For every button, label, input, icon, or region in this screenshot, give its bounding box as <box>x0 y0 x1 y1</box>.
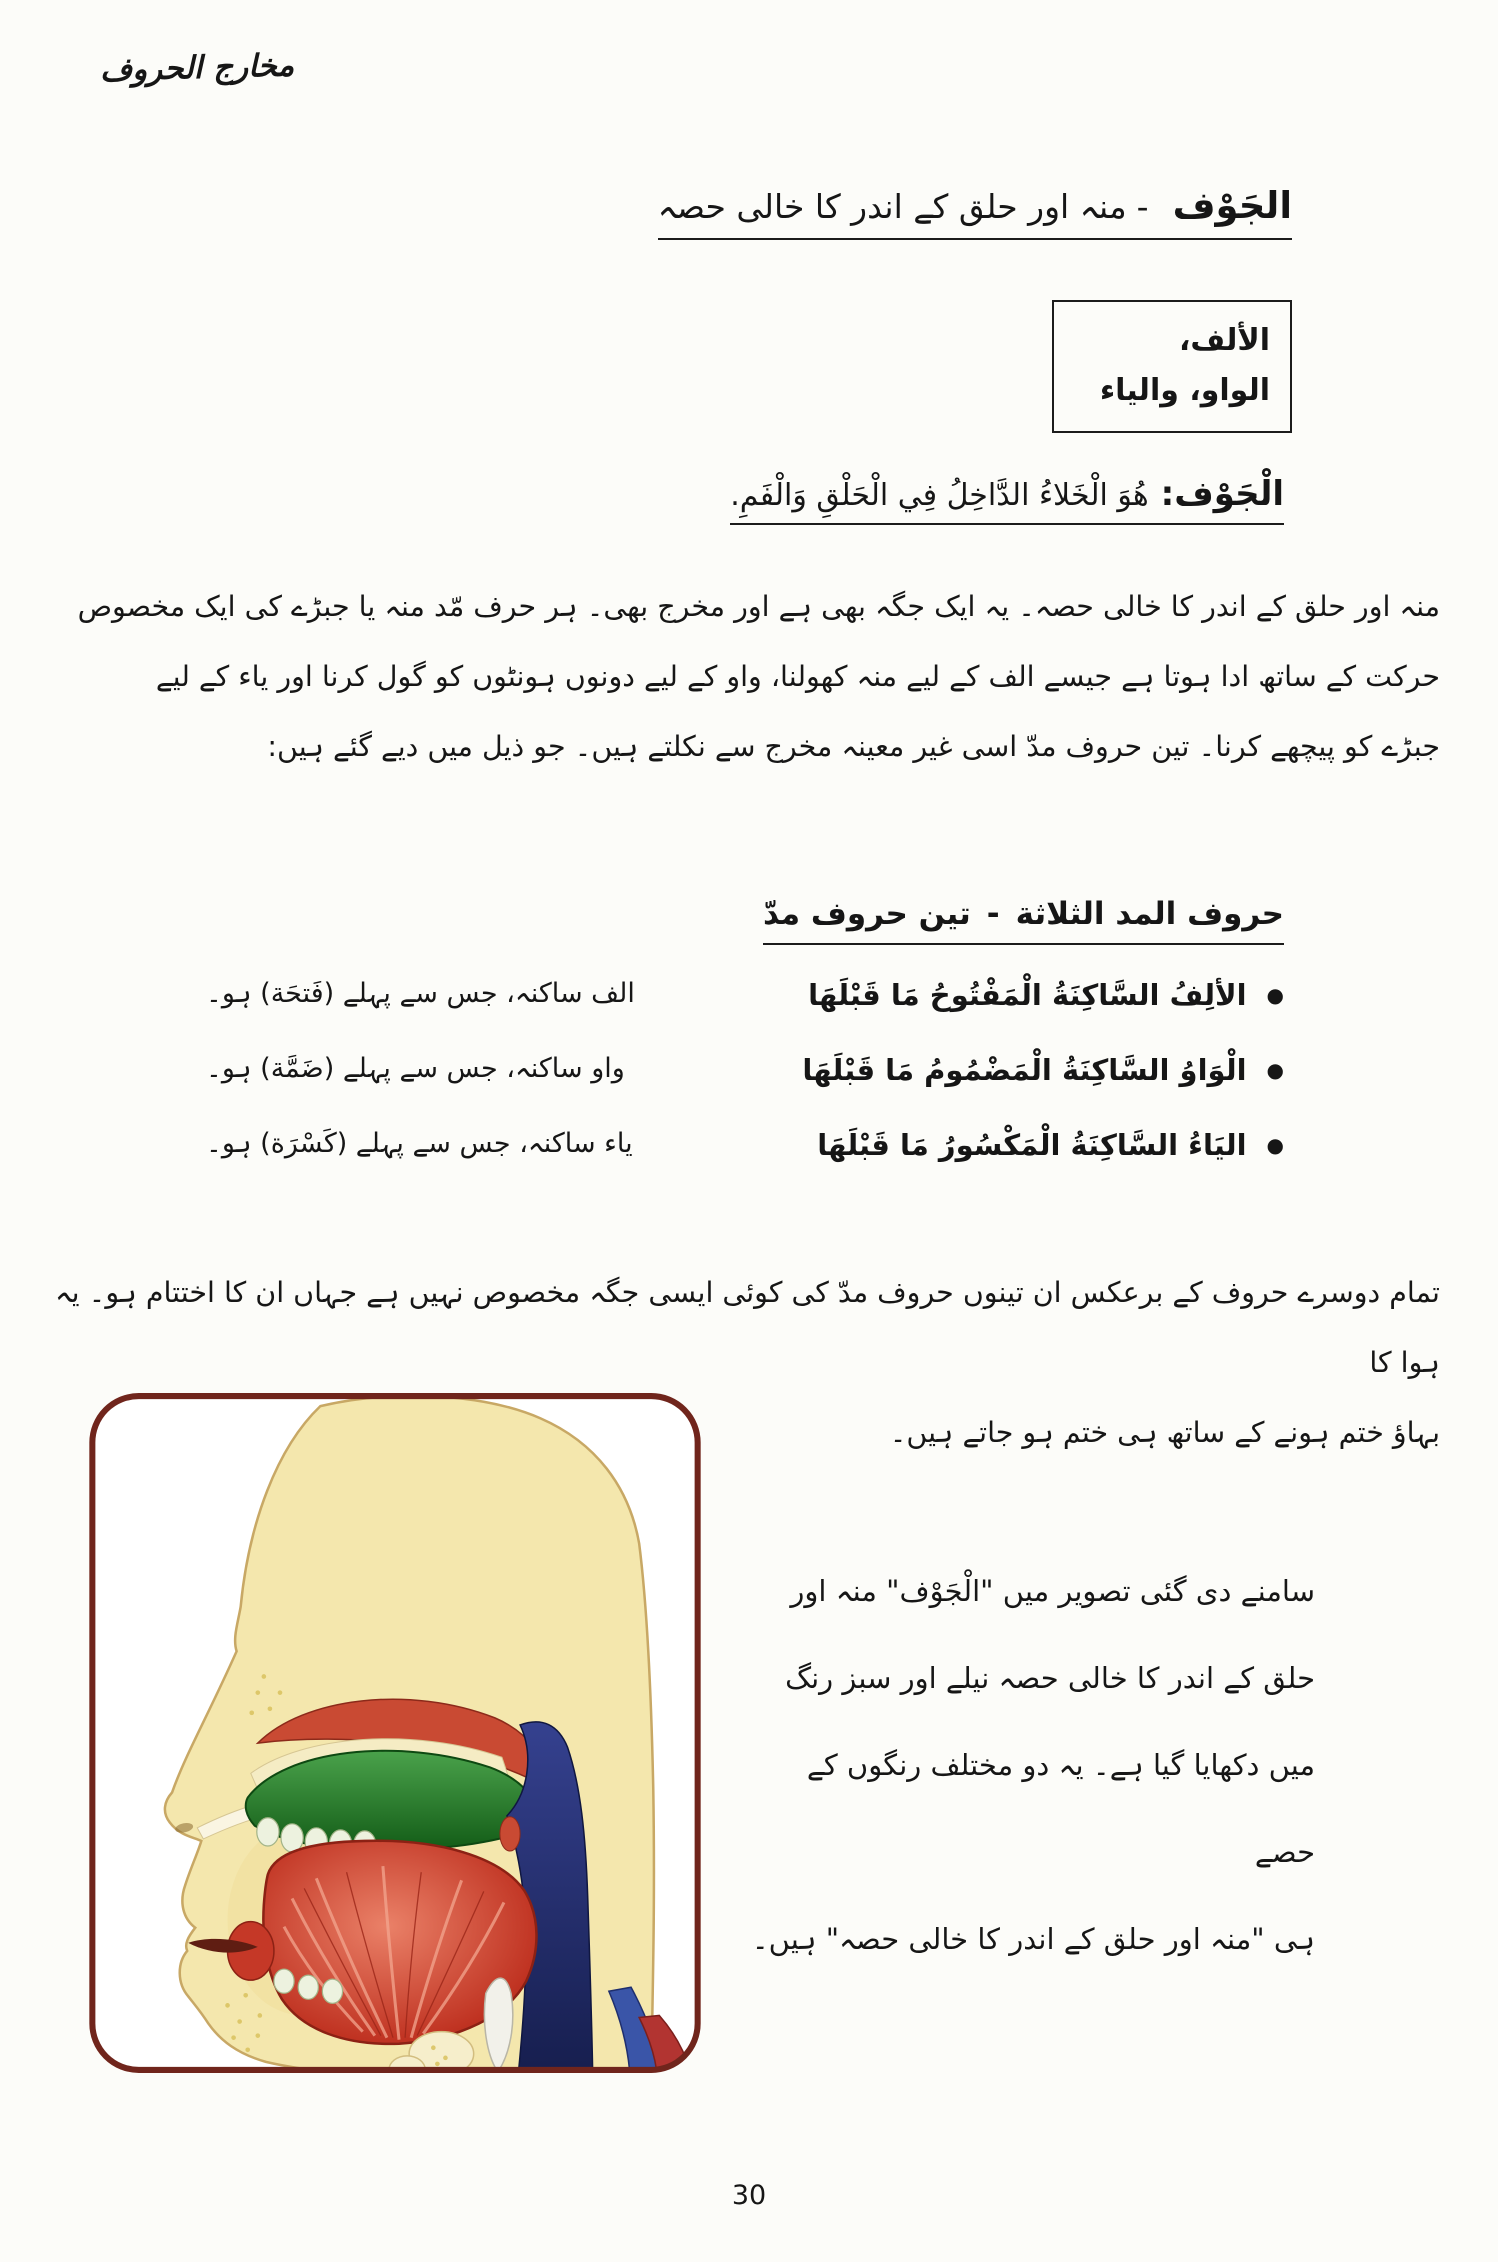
caption-line: ہی "منہ اور حلق کے اندر کا خالی حصہ" ہیں۔ <box>751 1922 1315 1956</box>
title-term: الجَوْف <box>1172 184 1292 227</box>
arabic-definition <box>730 474 1284 525</box>
paragraph-line: بہاؤ ختم ہونے کے ساتھ ہی ختم ہو جاتے ہیں۔ <box>889 1416 1440 1449</box>
mouth-throat-diagram <box>86 1390 704 2076</box>
paragraph-line: تمام دوسرے حروف کے برعکس ان تینوں حروف مدّ کی کوئی ایسی جگہ مخصوص نہیں ہے جہاں ان کا اختتام ہو۔ یہ ہوا کا <box>54 1276 1440 1379</box>
arabic-text: اليَاءُ السَّاكِنَةُ الْمَكْسُورُ مَا قَبْلَهَا <box>817 1128 1247 1162</box>
urdu-text: واو ساکنہ، جس سے پہلے (ضَمَّة) ہو۔ <box>206 1053 625 1084</box>
madd-letters-line1: الألف، <box>1178 323 1270 358</box>
list-item <box>206 1128 1284 1203</box>
section-heading-arabic: حروف المد الثلاثة <box>1015 896 1284 932</box>
caption-line: حلق کے اندر کا خالی حصہ نیلے اور سبز رنگ <box>785 1661 1315 1695</box>
bullet-icon: ● <box>1266 1058 1284 1082</box>
madd-letters-line2: الواو، والياء <box>1099 372 1270 408</box>
list-item-arabic <box>802 1053 1284 1087</box>
section-heading-underline <box>763 896 1284 945</box>
caption-line: سامنے دی گئی تصویر میں "الْجَوْف" منہ اور <box>790 1574 1315 1608</box>
title-separator: - <box>1136 187 1149 226</box>
head-cross-section-svg <box>86 1390 704 2076</box>
caption-line: میں دکھایا گیا ہے۔ یہ دو مختلف رنگوں کے حصے <box>806 1748 1315 1869</box>
page-number: 30 <box>731 2180 767 2211</box>
paragraph-line: جبڑے کو پیچھے کرنا۔ تین حروف مدّ اسی غیر معینہ مخرج سے نکلتے ہیں۔ جو ذیل میں دیے گئے ہیں: <box>267 730 1440 763</box>
figure-caption <box>750 1548 1315 1983</box>
list-item-arabic <box>817 1128 1284 1162</box>
paragraph-line: حرکت کے ساتھ ادا ہوتا ہے جیسے الف کے لیے منہ کھولنا، واو کے لیے دونوں ہونٹوں کو گول کرنا اور یاء کے لیے <box>155 660 1440 693</box>
bullet-icon: ● <box>1266 983 1284 1007</box>
urdu-text: الف ساکنہ، جس سے پہلے (فَتحَة) ہو۔ <box>206 978 635 1009</box>
section-heading-urdu: تین حروف مدّ <box>762 896 971 932</box>
list-item <box>206 1053 1284 1128</box>
page-title <box>658 184 1292 240</box>
paragraph-intro <box>52 572 1440 782</box>
section-heading <box>763 896 1284 945</box>
arabic-text: الألِفُ السَّاكِنَةُ الْمَفْتُوحُ مَا قَبْلَهَا <box>808 978 1247 1012</box>
urdu-text: یاء ساکنہ، جس سے پہلے (کَسْرَة) ہو۔ <box>206 1128 633 1159</box>
title-text: منہ اور حلق کے اندر کا خالی حصہ <box>657 187 1127 226</box>
section-heading-separator: - <box>986 896 1000 932</box>
list-item <box>206 978 1284 1053</box>
uvula <box>500 1817 520 1851</box>
madd-letters-list <box>206 978 1284 1203</box>
bullet-icon: ● <box>1266 1133 1284 1157</box>
page-title-underline <box>658 184 1292 240</box>
list-item-arabic <box>808 978 1284 1012</box>
arabic-definition-underline <box>730 474 1284 525</box>
madd-letters-box <box>1052 300 1292 433</box>
definition-term: الْجَوْف: <box>1160 474 1284 514</box>
paragraph-line: منہ اور حلق کے اندر کا خالی حصہ۔ یہ ایک جگہ بھی ہے اور مخرج بھی۔ ہر حرف مّد منہ یا جبڑے کی ایک مخصوص <box>77 590 1440 623</box>
running-header: مخارج الحروف <box>99 47 295 89</box>
definition-text: هُوَ الْخَلاءُ الدَّاخِلُ فِي الْحَلْقِ وَالْفَمِ. <box>730 478 1149 513</box>
arabic-text: الْوَاوُ السَّاكِنَةُ الْمَضْمُومُ مَا قَبْلَهَا <box>802 1053 1247 1087</box>
